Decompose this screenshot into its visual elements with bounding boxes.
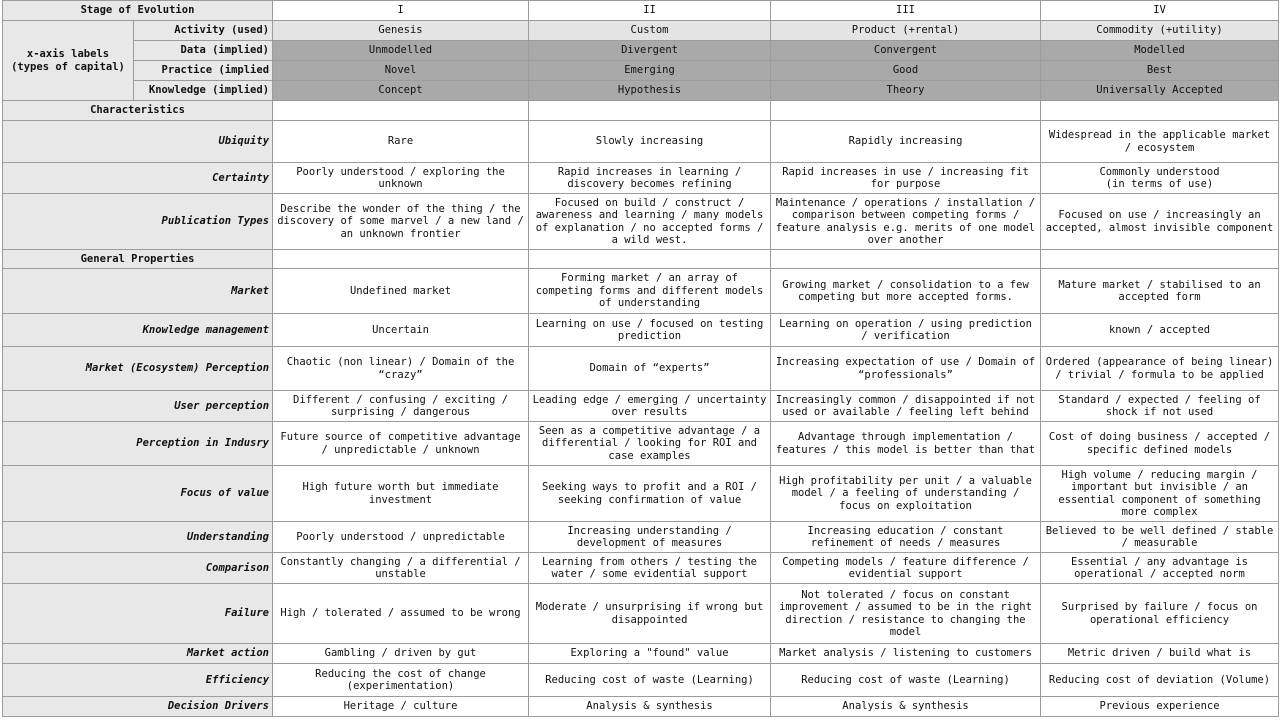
row-label: Understanding [3, 522, 273, 553]
axis-row-data [3, 41, 1279, 61]
stage-1: I [273, 1, 529, 21]
table-cell: Learning from others / testing the water / some evidential support [529, 553, 771, 584]
row-label: Efficiency [3, 664, 273, 697]
table-cell: Reducing the cost of change (experimentation) [273, 664, 529, 697]
axis-cell: Modelled [1041, 41, 1279, 61]
table-cell: High future worth but immediate investment [273, 466, 529, 522]
axis-label-text: x-axis labels (types of capital) [11, 48, 125, 73]
row-label: Market action [3, 644, 273, 664]
axis-cell: Good [771, 61, 1041, 81]
table-row [3, 121, 1279, 163]
table-cell: Slowly increasing [529, 121, 771, 163]
table-cell: Competing models / feature difference / evidential support [771, 553, 1041, 584]
table-cell: Market analysis / listening to customers [771, 644, 1041, 664]
table-cell: High profitability per unit / a valuable model / a feeling of understanding / focus on exploitation [771, 466, 1041, 522]
axis-cell: Hypothesis [529, 81, 771, 101]
table-cell: Ordered (appearance of being linear) / trivial / formula to be applied [1041, 347, 1279, 391]
section-row [3, 250, 1279, 269]
row-label: Comparison [3, 553, 273, 584]
table-cell: Increasingly common / disappointed if not used or available / feeling left behind [771, 391, 1041, 422]
table-cell: Focused on build / construct / awareness and learning / many models of explanation / no accepted forms / a wild west. [529, 194, 771, 250]
table-cell: Future source of competitive advantage / unpredictable / unknown [273, 422, 529, 466]
table-cell: Domain of “experts” [529, 347, 771, 391]
axis-cell: Product (+rental) [771, 21, 1041, 41]
axis-cell: Universally Accepted [1041, 81, 1279, 101]
table-cell: Seeking ways to profit and a ROI / seeking confirmation of value [529, 466, 771, 522]
table-cell: Learning on operation / using prediction / verification [771, 314, 1041, 347]
row-label: Perception in Indusry [3, 422, 273, 466]
table-cell: Increasing understanding / development of measures [529, 522, 771, 553]
axis-cell: Concept [273, 81, 529, 101]
section-row [3, 101, 1279, 121]
table-row [3, 466, 1279, 522]
table-row [3, 664, 1279, 697]
table-cell: Forming market / an array of competing forms and different models of understanding [529, 269, 771, 314]
row-label: Knowledge management [3, 314, 273, 347]
table-cell: Essential / any advantage is operational / accepted norm [1041, 553, 1279, 584]
axis-row-knowledge [3, 81, 1279, 101]
table-cell: Seen as a competitive advantage / a differential / looking for ROI and case examples [529, 422, 771, 466]
table-row [3, 697, 1279, 717]
table-cell: Chaotic (non linear) / Domain of the “crazy” [273, 347, 529, 391]
table-cell: Rapid increases in learning / discovery becomes refining [529, 163, 771, 194]
axis-cell: Convergent [771, 41, 1041, 61]
table-cell: Increasing education / constant refinement of needs / measures [771, 522, 1041, 553]
table-cell: Increasing expectation of use / Domain of “professionals” [771, 347, 1041, 391]
stage-4: IV [1041, 1, 1279, 21]
table-cell: Leading edge / emerging / uncertainty over results [529, 391, 771, 422]
table-cell: Advantage through implementation / features / this model is better than that [771, 422, 1041, 466]
table-cell: Rapid increases in use / increasing fit for purpose [771, 163, 1041, 194]
table-row [3, 194, 1279, 250]
section-blank-cell [273, 101, 529, 121]
row-label: Failure [3, 584, 273, 644]
table-cell: Heritage / culture [273, 697, 529, 717]
row-label: Ubiquity [3, 121, 273, 163]
table-cell: Different / confusing / exciting / surprising / dangerous [273, 391, 529, 422]
axis-cell: Divergent [529, 41, 771, 61]
axis-row-practice [3, 61, 1279, 81]
table-cell: Previous experience [1041, 697, 1279, 717]
table-cell: Uncertain [273, 314, 529, 347]
row-label: Publication Types [3, 194, 273, 250]
axis-row-label: Activity (used) [134, 21, 273, 41]
section-blank-cell [1041, 101, 1279, 121]
table-cell: Exploring a "found" value [529, 644, 771, 664]
section-title: General Properties [3, 250, 273, 269]
table-cell: Reducing cost of waste (Learning) [771, 664, 1041, 697]
table-row [3, 422, 1279, 466]
table-row [3, 644, 1279, 664]
table-cell: Describe the wonder of the thing / the discovery of some marvel / a new land / an unknown frontier [273, 194, 529, 250]
axis-row-label: Knowledge (implied) [134, 81, 273, 101]
table-cell: Widespread in the applicable market / ecosystem [1041, 121, 1279, 163]
table-row [3, 584, 1279, 644]
table-cell: Commonly understood (in terms of use) [1041, 163, 1279, 194]
section-blank-cell [1041, 250, 1279, 269]
axis-cell: Commodity (+utility) [1041, 21, 1279, 41]
stage-2: II [529, 1, 771, 21]
section-blank-cell [273, 250, 529, 269]
row-label: User perception [3, 391, 273, 422]
section-blank-cell [771, 101, 1041, 121]
axis-row-label: Data (implied) [134, 41, 273, 61]
axis-cell: Genesis [273, 21, 529, 41]
stage-label: Stage of Evolution [3, 1, 273, 21]
axis-cell: Novel [273, 61, 529, 81]
table-cell: Moderate / unsurprising if wrong but disappointed [529, 584, 771, 644]
table-row [3, 522, 1279, 553]
axis-row-activity [3, 21, 1279, 41]
table-cell: Mature market / stabilised to an accepted form [1041, 269, 1279, 314]
section-blank-cell [529, 250, 771, 269]
table-row [3, 163, 1279, 194]
table-cell: High volume / reducing margin / important but invisible / an essential component of something more complex [1041, 466, 1279, 522]
section-title: Characteristics [3, 101, 273, 121]
table-cell: Poorly understood / unpredictable [273, 522, 529, 553]
table-cell: Learning on use / focused on testing prediction [529, 314, 771, 347]
row-label: Decision Drivers [3, 697, 273, 717]
table-cell: Surprised by failure / focus on operational efficiency [1041, 584, 1279, 644]
table-cell: Rapidly increasing [771, 121, 1041, 163]
table-cell: Poorly understood / exploring the unknown [273, 163, 529, 194]
table-cell: Growing market / consolidation to a few competing but more accepted forms. [771, 269, 1041, 314]
table-cell: Believed to be well defined / stable / measurable [1041, 522, 1279, 553]
table-cell: Focused on use / increasingly an accepted, almost invisible component [1041, 194, 1279, 250]
table-cell: Analysis & synthesis [771, 697, 1041, 717]
axis-cell: Unmodelled [273, 41, 529, 61]
table-cell: Gambling / driven by gut [273, 644, 529, 664]
table-cell: Maintenance / operations / installation / comparison between competing forms / feature analysis e.g. merits of one model over another [771, 194, 1041, 250]
table-row [3, 553, 1279, 584]
table-cell: Reducing cost of deviation (Volume) [1041, 664, 1279, 697]
row-label: Certainty [3, 163, 273, 194]
table-cell: Standard / expected / feeling of shock if not used [1041, 391, 1279, 422]
table-row [3, 314, 1279, 347]
stage-3: III [771, 1, 1041, 21]
table-cell: Not tolerated / focus on constant improvement / assumed to be in the right direction / resistance to changing the model [771, 584, 1041, 644]
section-blank-cell [529, 101, 771, 121]
table-cell: Cost of doing business / accepted / specific defined models [1041, 422, 1279, 466]
table-cell: Metric driven / build what is [1041, 644, 1279, 664]
table-cell: known / accepted [1041, 314, 1279, 347]
axis-cell: Custom [529, 21, 771, 41]
table-row [3, 391, 1279, 422]
table-row [3, 347, 1279, 391]
table-cell: Rare [273, 121, 529, 163]
table-row [3, 269, 1279, 314]
axis-row-label: Practice (implied [134, 61, 273, 81]
axis-cell: Best [1041, 61, 1279, 81]
table-cell: High / tolerated / assumed to be wrong [273, 584, 529, 644]
row-label: Market (Ecosystem) Perception [3, 347, 273, 391]
axis-label [3, 21, 134, 101]
section-blank-cell [771, 250, 1041, 269]
table-cell: Undefined market [273, 269, 529, 314]
row-label: Market [3, 269, 273, 314]
table-cell: Constantly changing / a differential / unstable [273, 553, 529, 584]
evolution-table [2, 0, 1279, 717]
table-cell: Analysis & synthesis [529, 697, 771, 717]
row-label: Focus of value [3, 466, 273, 522]
stage-row [3, 1, 1279, 21]
table-cell: Reducing cost of waste (Learning) [529, 664, 771, 697]
axis-cell: Theory [771, 81, 1041, 101]
axis-cell: Emerging [529, 61, 771, 81]
